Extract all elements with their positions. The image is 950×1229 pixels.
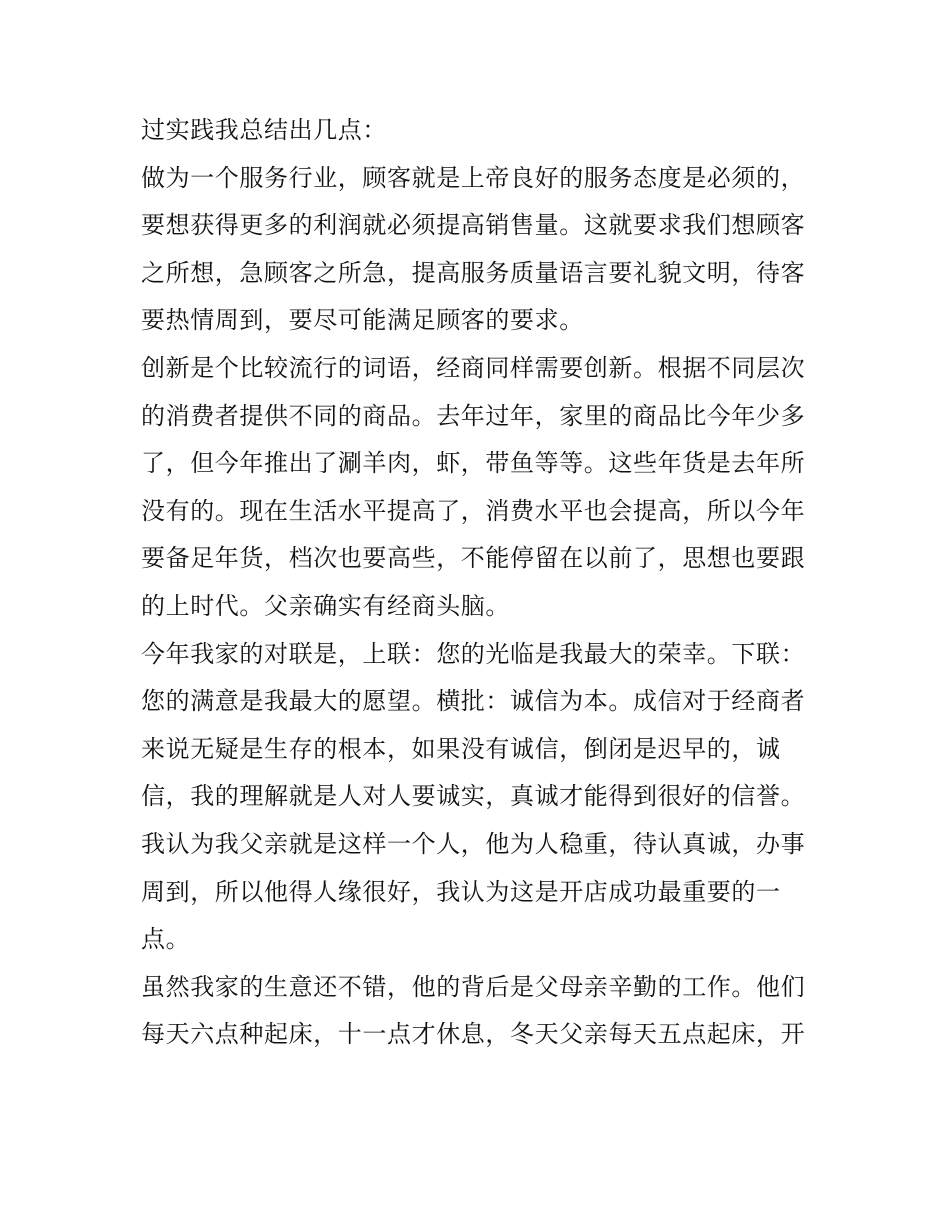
text-line: 周到，所以他得人缘很好，我认为这是开店成功最重要的一	[141, 877, 781, 906]
text-line: 今年我家的对联是，上联：您的光临是我最大的荣幸。下联：	[141, 639, 806, 668]
text-line: 做为一个服务行业，顾客就是上帝良好的服务态度是必须的，	[141, 163, 806, 192]
text-line: 的消费者提供不同的商品。去年过年，家里的商品比今年少多	[141, 401, 806, 430]
text-line: 虽然我家的生意还不错，他的背后是父母亲辛勤的工作。他们	[141, 972, 806, 1001]
text-line: 了，但今年推出了涮羊肉，虾，带鱼等等。这些年货是去年所	[141, 449, 806, 478]
text-line: 要备足年货，档次也要高些，不能停留在以前了，思想也要跟	[141, 544, 806, 573]
text-line: 没有的。现在生活水平提高了，消费水平也会提高，所以今年	[141, 496, 806, 525]
text-line: 来说无疑是生存的根本，如果没有诚信，倒闭是迟早的，诚	[141, 734, 781, 763]
text-line: 之所想，急顾客之所急，提高服务质量语言要礼貌文明，待客	[141, 258, 806, 287]
text-line: 我认为我父亲就是这样一个人，他为人稳重，待认真诚，办事	[141, 829, 806, 858]
body-text	[141, 107, 821, 1059]
text-line: 创新是个比较流行的词语，经商同样需要创新。根据不同层次	[141, 353, 806, 382]
text-line: 信，我的理解就是人对人要诚实，真诚才能得到很好的信誉。	[141, 782, 806, 811]
text-line: 点。	[141, 925, 191, 954]
text-line: 每天六点种起床，十一点才休息，冬天父亲每天五点起床，开	[141, 1020, 806, 1049]
text-line: 要热情周到，要尽可能满足顾客的要求。	[141, 306, 584, 335]
text-line: 的上时代。父亲确实有经商头脑。	[141, 591, 510, 620]
text-line: 您的满意是我最大的愿望。横批：诚信为本。成信对于经商者	[141, 687, 806, 716]
text-line: 要想获得更多的利润就必须提高销售量。这就要求我们想顾客	[141, 211, 806, 240]
text-line: 过实践我总结出几点：	[141, 116, 387, 144]
